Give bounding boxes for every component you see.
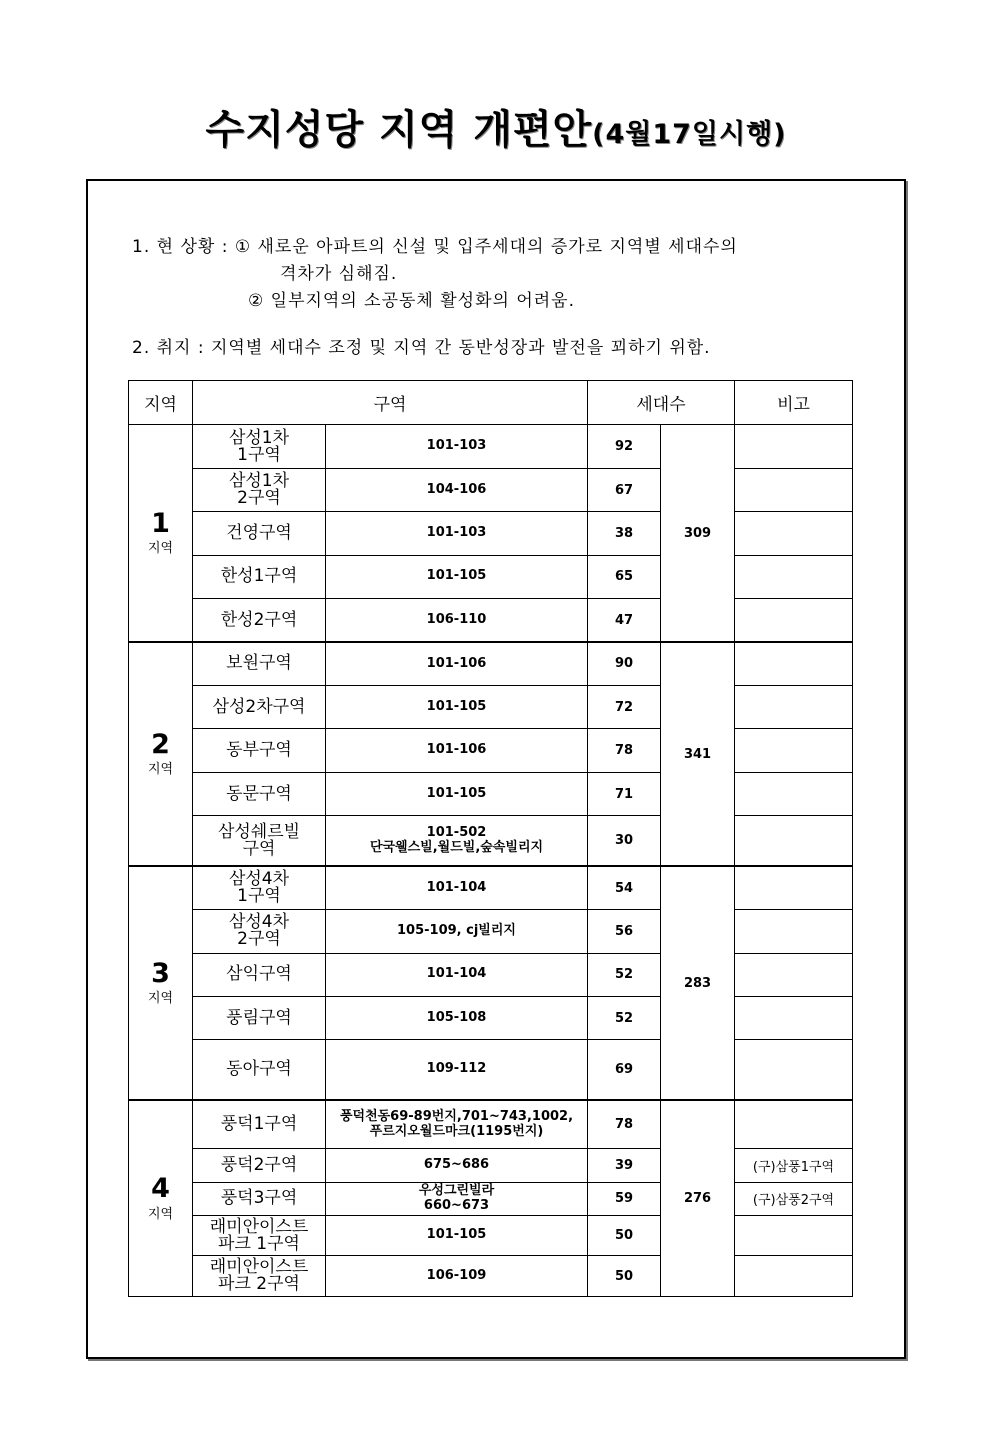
region-number: 1 xyxy=(151,507,170,539)
intro-line-1b: 격차가 심해짐. xyxy=(280,264,398,284)
zone-name: 보원구역 xyxy=(193,642,326,685)
zone-note: (구)삼풍2구역 xyxy=(735,1182,853,1215)
table-row xyxy=(129,729,853,772)
zone-name: 동문구역 xyxy=(193,772,326,815)
zone-name: 풍덕2구역 xyxy=(193,1149,326,1182)
table-row xyxy=(129,642,853,685)
table-row xyxy=(129,555,853,598)
zone-note xyxy=(735,953,853,996)
zone-name: 동부구역 xyxy=(193,729,326,772)
region-label: 지역 xyxy=(147,1206,174,1222)
household-count: 92 xyxy=(588,425,661,468)
zone-note xyxy=(735,1256,853,1297)
zone-name: 삼성2차구역 xyxy=(193,685,326,728)
table-row xyxy=(129,1040,853,1101)
household-count: 39 xyxy=(588,1149,661,1182)
zone-range: 105-108 xyxy=(326,996,588,1039)
household-count: 50 xyxy=(588,1256,661,1297)
region-total: 276 xyxy=(661,1100,735,1296)
zone-name: 삼익구역 xyxy=(193,953,326,996)
zone-range: 104-106 xyxy=(326,468,588,511)
region-label: 지역 xyxy=(147,991,174,1007)
table-row xyxy=(129,468,853,511)
zone-name: 건영구역 xyxy=(193,512,326,555)
zone-range: 101-106 xyxy=(326,729,588,772)
household-count: 56 xyxy=(588,910,661,953)
zone-note xyxy=(735,996,853,1039)
household-count: 69 xyxy=(588,1040,661,1101)
household-count: 54 xyxy=(588,866,661,909)
zone-range: 101-105 xyxy=(326,555,588,598)
household-count: 65 xyxy=(588,555,661,598)
zone-range: 우성그린빌라 660~673 xyxy=(326,1182,588,1215)
zone-name: 삼성쉐르빌 구역 xyxy=(193,816,326,866)
table-row xyxy=(129,599,853,642)
zone-range: 101-105 xyxy=(326,1216,588,1256)
header-region: 지역 xyxy=(129,381,193,425)
zone-range: 109-112 xyxy=(326,1040,588,1101)
table-row xyxy=(129,512,853,555)
zone-note xyxy=(735,512,853,555)
household-count: 67 xyxy=(588,468,661,511)
region-table xyxy=(128,380,853,1297)
household-count: 72 xyxy=(588,685,661,728)
zone-note xyxy=(735,685,853,728)
zone-note xyxy=(735,1040,853,1101)
header-zone: 구역 xyxy=(193,381,588,425)
intro-line-3: 2. 취지 : 지역별 세대수 조정 및 지역 간 동반성장과 발전을 꾀하기 위함. xyxy=(132,338,711,358)
household-count: 52 xyxy=(588,996,661,1039)
region-label: 지역 xyxy=(147,541,174,557)
zone-note xyxy=(735,1100,853,1148)
zone-note xyxy=(735,866,853,909)
table-row xyxy=(129,1149,853,1182)
zone-note xyxy=(735,555,853,598)
region-cell xyxy=(129,425,193,642)
table-row xyxy=(129,685,853,728)
zone-range: 105-109, cj빌리지 xyxy=(326,910,588,953)
zone-name: 풍림구역 xyxy=(193,996,326,1039)
household-count: 30 xyxy=(588,816,661,866)
region-number: 3 xyxy=(151,958,170,990)
region-number: 2 xyxy=(151,728,170,760)
zone-note xyxy=(735,729,853,772)
region-number: 4 xyxy=(151,1173,170,1205)
household-count: 52 xyxy=(588,953,661,996)
header-note: 비고 xyxy=(735,381,853,425)
table-row xyxy=(129,772,853,815)
table-row xyxy=(129,1100,853,1148)
header-households: 세대수 xyxy=(588,381,735,425)
household-count: 38 xyxy=(588,512,661,555)
zone-name: 래미안이스트 파크 2구역 xyxy=(193,1256,326,1297)
region-cell xyxy=(129,1100,193,1296)
zone-note xyxy=(735,816,853,866)
zone-name: 풍덕3구역 xyxy=(193,1182,326,1215)
zone-range: 101-105 xyxy=(326,772,588,815)
table-row xyxy=(129,910,853,953)
zone-note: (구)삼풍1구역 xyxy=(735,1149,853,1182)
table-row xyxy=(129,996,853,1039)
zone-name: 한성1구역 xyxy=(193,555,326,598)
household-count: 90 xyxy=(588,642,661,685)
household-count: 50 xyxy=(588,1216,661,1256)
intro-line-2: ② 일부지역의 소공동체 활성화의 어려움. xyxy=(248,291,576,311)
zone-range: 101-103 xyxy=(326,425,588,468)
zone-range: 106-110 xyxy=(326,599,588,642)
zone-note xyxy=(735,425,853,468)
zone-note xyxy=(735,468,853,511)
household-count: 78 xyxy=(588,1100,661,1148)
region-total: 341 xyxy=(661,642,735,866)
title-sub: (4월17일시행) xyxy=(592,119,787,150)
page-title xyxy=(0,98,992,155)
zone-name: 삼성1차 1구역 xyxy=(193,425,326,468)
region-cell xyxy=(129,866,193,1100)
zone-name: 동아구역 xyxy=(193,1040,326,1101)
zone-note xyxy=(735,599,853,642)
table-row xyxy=(129,866,853,909)
zone-range: 101-103 xyxy=(326,512,588,555)
zone-note xyxy=(735,772,853,815)
zone-range: 101-104 xyxy=(326,953,588,996)
table-row xyxy=(129,1216,853,1256)
household-count: 59 xyxy=(588,1182,661,1215)
zone-name: 래미안이스트 파크 1구역 xyxy=(193,1216,326,1256)
region-total: 309 xyxy=(661,425,735,642)
zone-name: 삼성4차 1구역 xyxy=(193,866,326,909)
region-total: 283 xyxy=(661,866,735,1100)
zone-range: 675~686 xyxy=(326,1149,588,1182)
table-row xyxy=(129,1256,853,1297)
zone-range: 101-502 단국웰스빌,월드빌,숲속빌리지 xyxy=(326,816,588,866)
zone-range: 101-104 xyxy=(326,866,588,909)
region-cell xyxy=(129,642,193,866)
zone-name: 삼성1차 2구역 xyxy=(193,468,326,511)
zone-note xyxy=(735,642,853,685)
zone-range: 101-105 xyxy=(326,685,588,728)
household-count: 71 xyxy=(588,772,661,815)
table-row xyxy=(129,425,853,468)
zone-range: 106-109 xyxy=(326,1256,588,1297)
table-row xyxy=(129,1182,853,1215)
household-count: 78 xyxy=(588,729,661,772)
title-main: 수지성당 지역 개편안 xyxy=(205,107,593,153)
table-row xyxy=(129,816,853,866)
household-count: 47 xyxy=(588,599,661,642)
zone-range: 101-106 xyxy=(326,642,588,685)
zone-note xyxy=(735,910,853,953)
table-row xyxy=(129,953,853,996)
intro-line-1: 1. 현 상황 : ① 새로운 아파트의 신설 및 입주세대의 증가로 지역별 세대수의 xyxy=(132,237,738,257)
region-label: 지역 xyxy=(147,762,174,778)
zone-name: 한성2구역 xyxy=(193,599,326,642)
table-header xyxy=(129,381,853,425)
zone-note xyxy=(735,1216,853,1256)
zone-range: 풍덕천동69-89번지,701~743,1002, 푸르지오월드마크(1195번지) xyxy=(326,1100,588,1148)
zone-name: 풍덕1구역 xyxy=(193,1100,326,1148)
zone-name: 삼성4차 2구역 xyxy=(193,910,326,953)
